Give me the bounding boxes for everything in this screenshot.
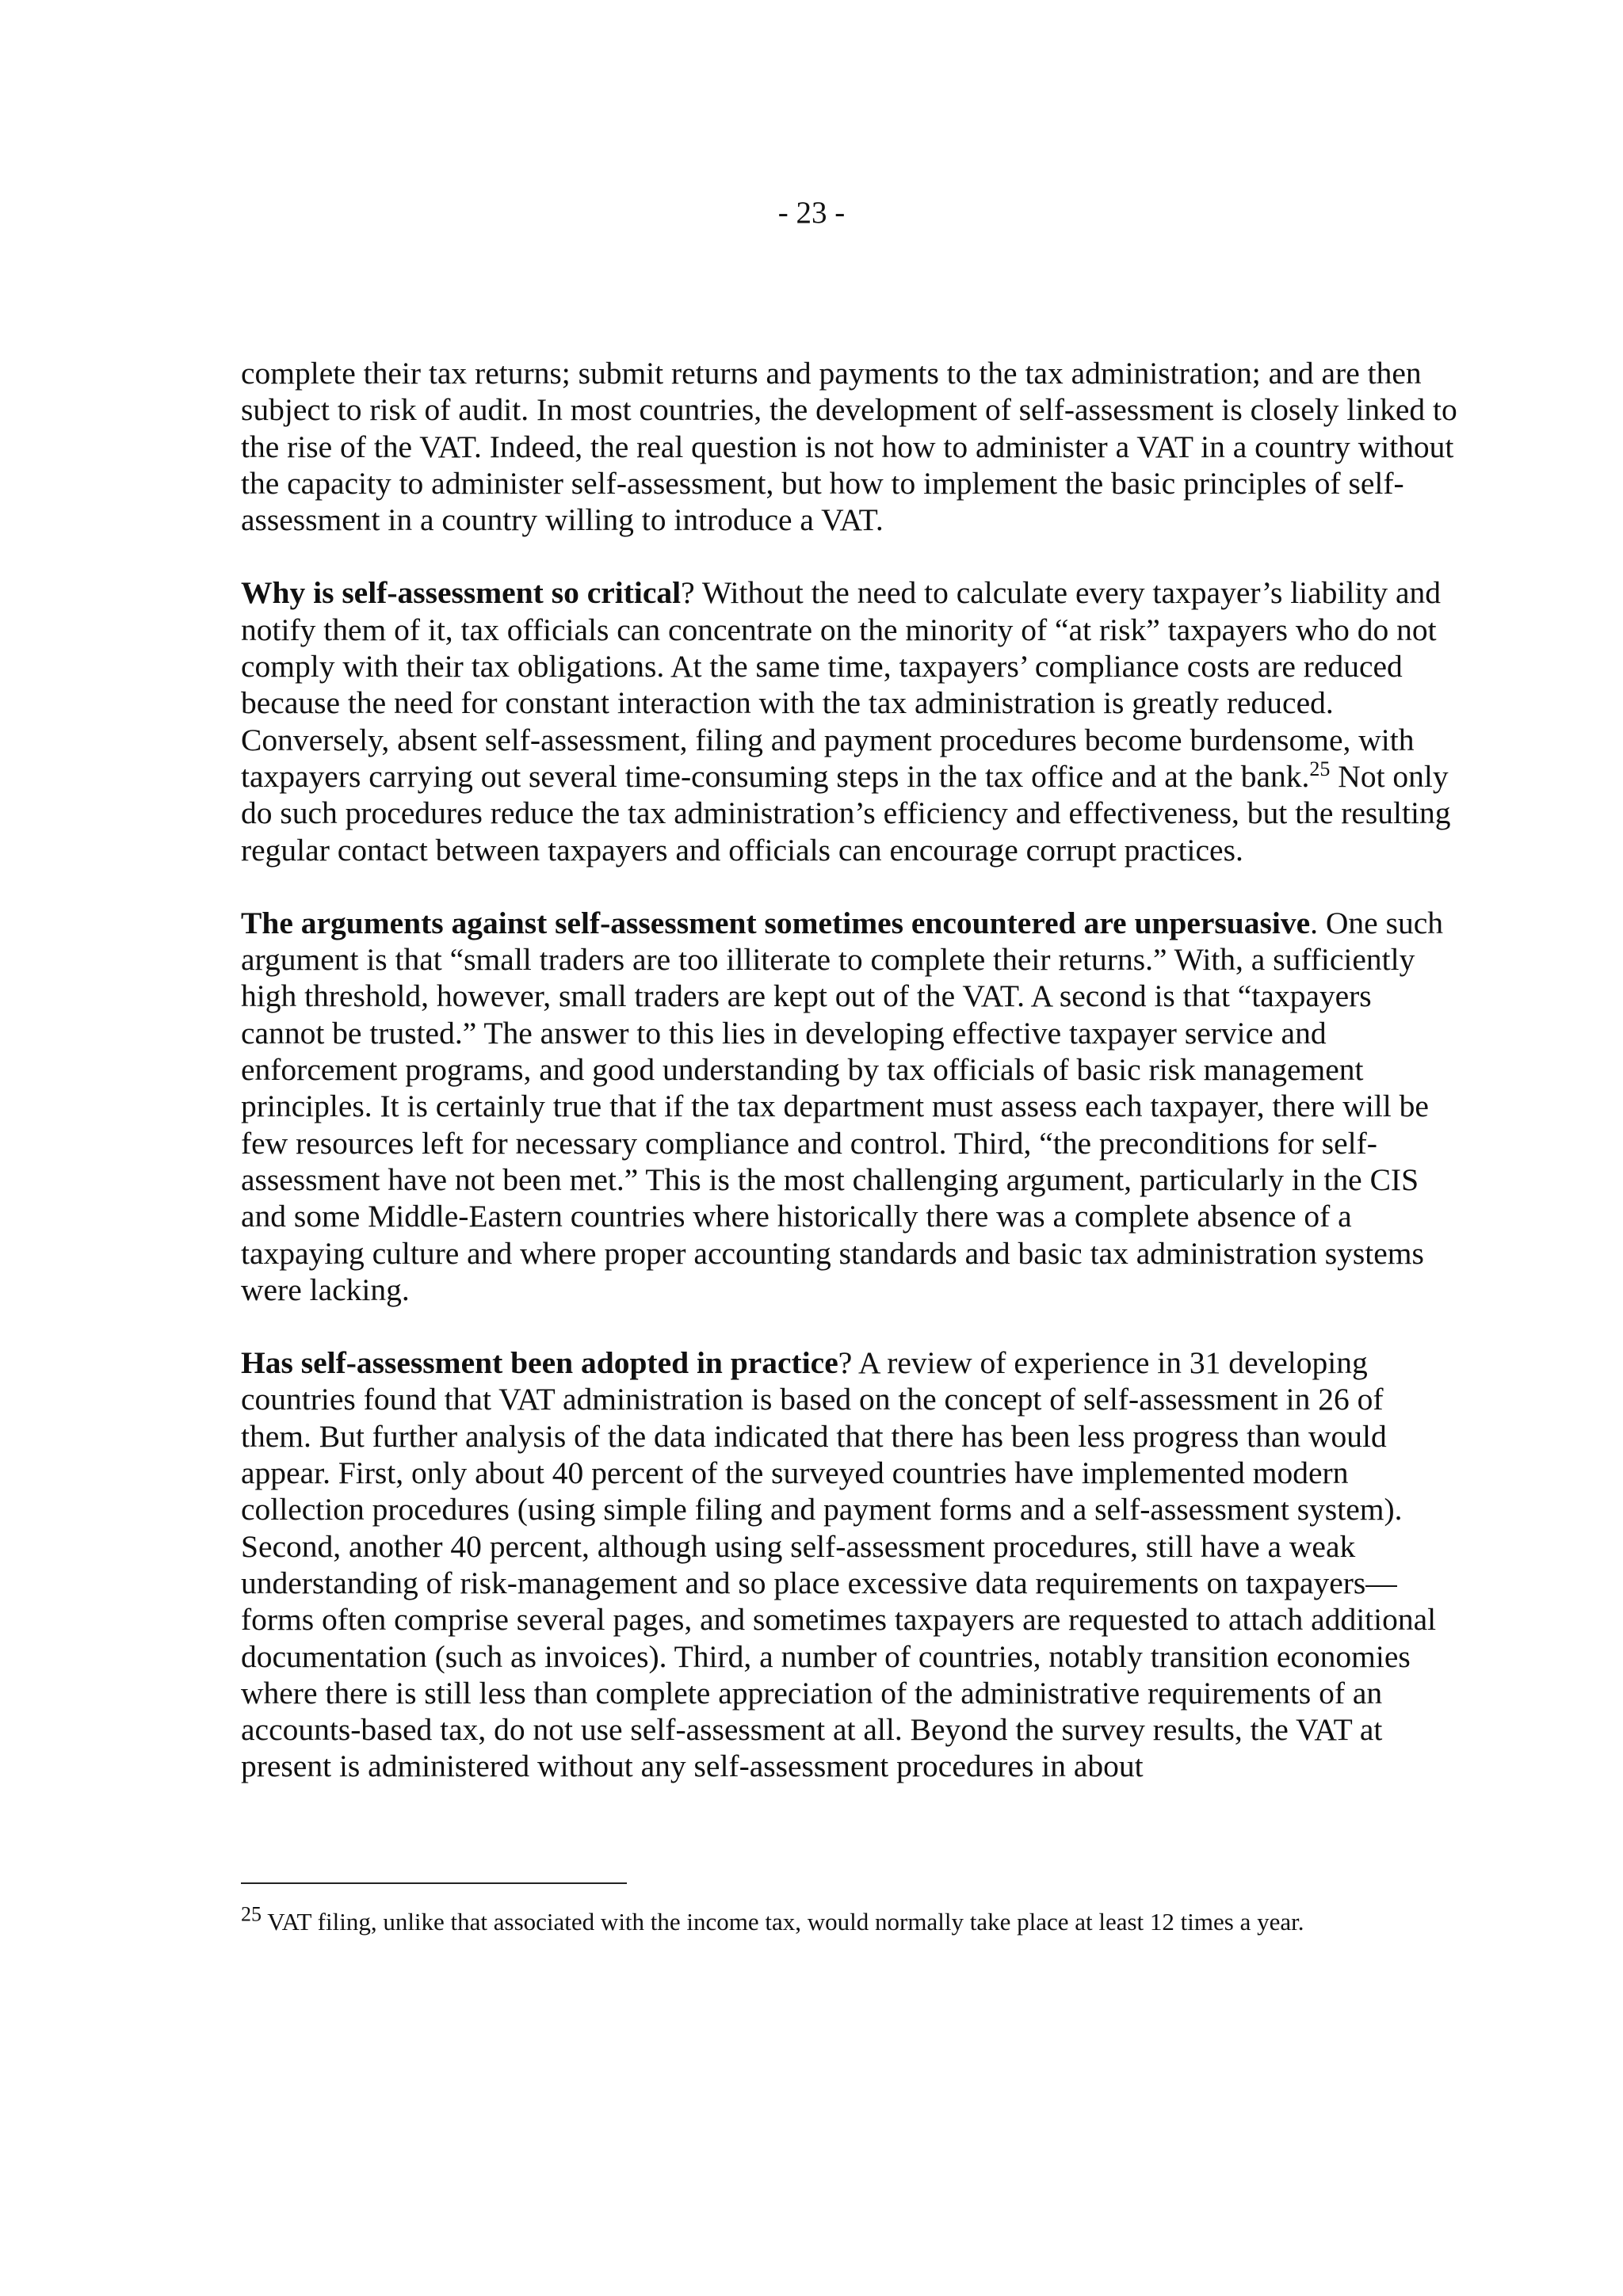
footnote-text: VAT filing, unlike that associated with the income tax, would normally take place at least 12 times a year. [262, 1908, 1304, 1936]
paragraph-2-text-continued: Not only do such procedures reduce the tax administration’s efficiency and effectiveness, but the resulting regular contact between taxpayers and officials can encourage corrupt practices. [241, 758, 1451, 868]
paragraph-4 [241, 1344, 1461, 1785]
paragraph-3-text: . One such argument is that “small traders are too illiterate to complete their returns.” With, a sufficiently high threshold, however, small traders are kept out of the VAT. A second is that “taxpayers cannot be trusted.” The answer to this lies in developing effective taxpayer service and enforcement programs, and good understanding by tax officials of basic risk management principles. It is certainly true that if the tax department must assess each taxpayer, there will be few resources left for necessary compliance and control. Third, “the preconditions for self-assessment have not been met.” This is the most challenging argument, particularly in the CIS and some Middle-Eastern countries where historically there was a complete absence of a taxpaying culture and where proper accounting standards and basic tax administration systems were lacking. [241, 905, 1443, 1307]
paragraph-4-text: ? A review of experience in 31 developing countries found that VAT administration is based on the concept of self-assessment in 26 of them. But further analysis of the data indicated that there has been less progress than would appear. First, only about 40 percent of the surveyed countries have implemented modern collection procedures (using simple filing and payment forms and a self-assessment system). Second, another 40 percent, although using self-assessment procedures, still have a weak understanding of risk-management and so place excessive data requirements on taxpayers—forms often comprise several pages, and sometimes taxpayers are requested to attach additional documentation (such as invoices). Third, a number of countries, notably transition economies where there is still less than complete appreciation of the administrative requirements of an accounts-based tax, do not use self-assessment at all. Beyond the survey results, the VAT at present is administered without any self-assessment procedures in about [241, 1345, 1437, 1784]
footnote-divider [241, 1882, 627, 1884]
footnote [241, 1902, 1477, 1939]
paragraph-2 [241, 574, 1461, 868]
paragraph-2-heading: Why is self-assessment so critical [241, 575, 682, 611]
paragraph-4-heading: Has self-assessment been adopted in practice [241, 1345, 838, 1381]
paragraph-3-heading: The arguments against self-assessment sometimes encountered are unpersuasive [241, 905, 1311, 940]
paragraph-2-text: ? Without the need to calculate every taxpayer’s liability and notify them of it, tax officials can concentrate on the minority of “at risk” taxpayers who do not comply with their tax obligations. At the same time, taxpayers’ compliance costs are reduced because the need for constant interaction with the tax administration is greatly reduced. Conversely, absent self-assessment, filing and payment procedures become burdensome, with taxpayers carrying out several time-consuming steps in the tax office and at the bank. [241, 575, 1441, 794]
footnote-number: 25 [241, 1902, 262, 1926]
footnote-reference[interactable]: 25 [1309, 757, 1331, 780]
paragraph-1-text: complete their tax returns; submit returns and payments to the tax administration; and are then subject to risk of audit. In most countries, the development of self-assessment is closely linked to the rise of the VAT. Indeed, the real question is not how to administer a VAT in a country without the capacity to administer self-assessment, but how to implement the basic principles of self-assessment in a country willing to introduce a VAT. [241, 356, 1457, 538]
body-text [241, 355, 1461, 1821]
paragraph-3 [241, 905, 1461, 1308]
paragraph-1 [241, 355, 1461, 538]
page-number: - 23 - [777, 196, 846, 230]
